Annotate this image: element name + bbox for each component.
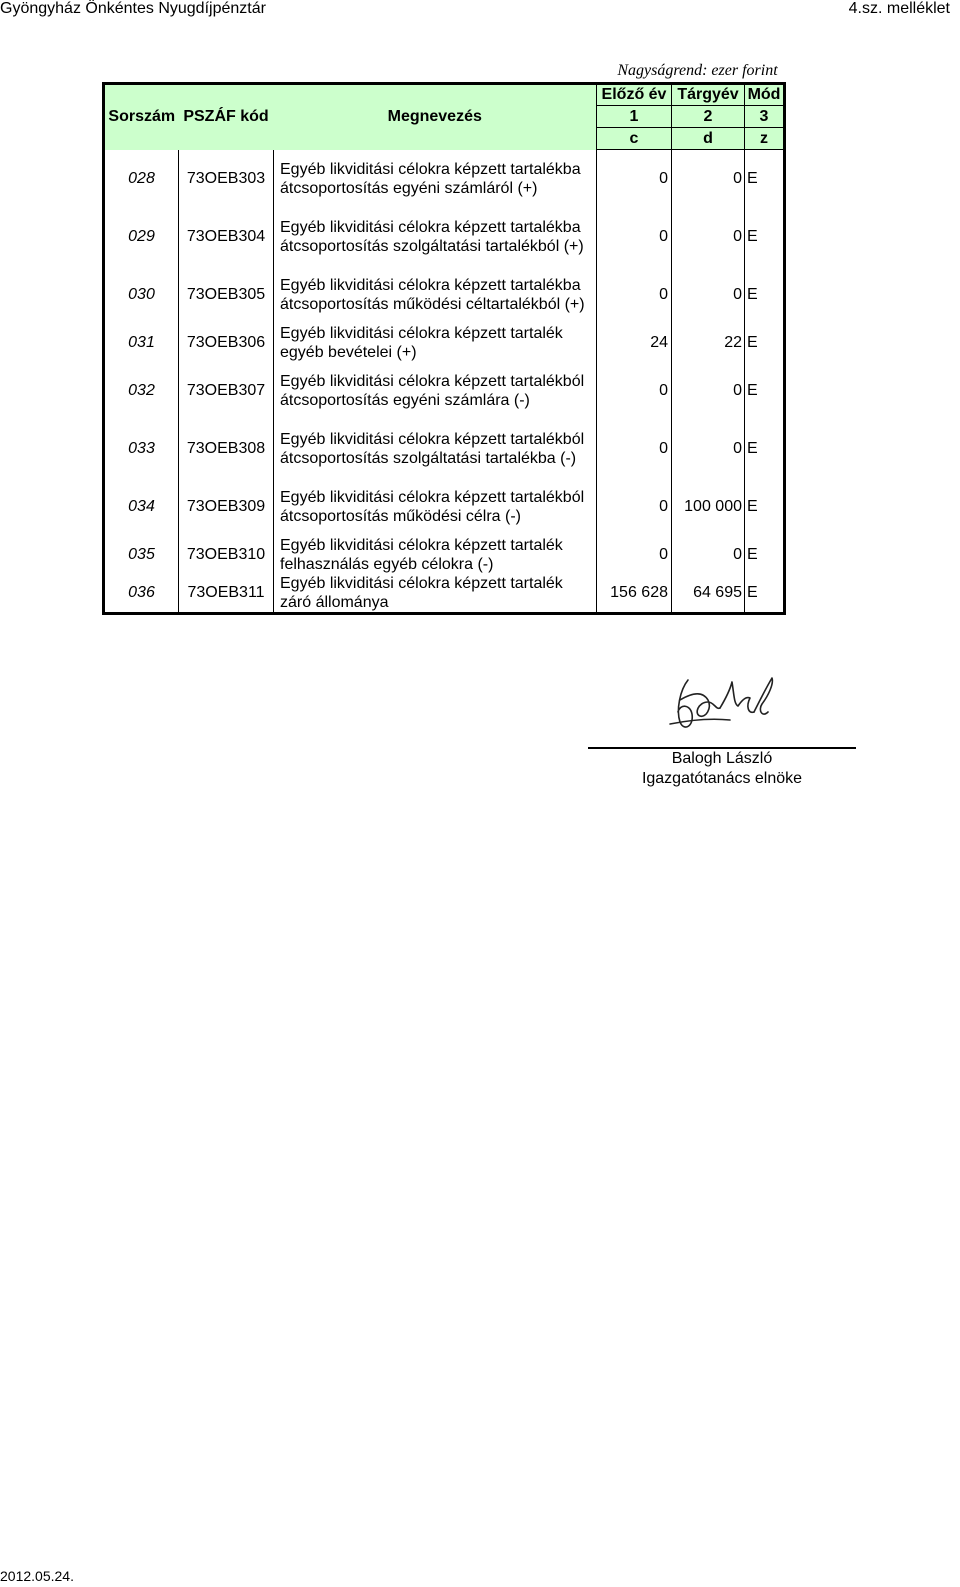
- table-row: [104, 574, 785, 614]
- row-prev-year: 0: [597, 478, 672, 536]
- row-code: 73OEB305: [179, 266, 274, 324]
- row-mode: E: [747, 583, 758, 601]
- row-current-year: 22: [672, 324, 745, 362]
- row-number: 031: [104, 324, 179, 362]
- footer-date: 2012.05.24.: [0, 1568, 74, 1584]
- row-current-year: 0: [672, 208, 745, 266]
- col-letter-current: d: [672, 128, 745, 150]
- row-prev-year: 0: [597, 536, 672, 574]
- row-name-line-1: Egyéb likviditási célokra képzett tartalék: [280, 574, 563, 592]
- row-name-line-2: felhasználás egyéb célokra (-): [280, 555, 494, 573]
- row-number: 028: [104, 150, 179, 208]
- row-prev-year: 156 628: [597, 574, 672, 614]
- row-number: 029: [104, 208, 179, 266]
- row-name: [274, 150, 597, 208]
- row-name: [274, 362, 597, 420]
- row-name-line-2: átcsoportosítás egyéni számlára (-): [280, 391, 530, 409]
- row-code: 73OEB303: [179, 150, 274, 208]
- row-name-line-2: átcsoportosítás egyéni számláról (+): [280, 179, 538, 197]
- col-header-number: Sorszám: [104, 84, 179, 150]
- table-row: [104, 362, 785, 420]
- report-table: [102, 82, 786, 615]
- row-mode: E: [747, 545, 758, 563]
- col-header-code: PSZÁF kód: [179, 84, 274, 150]
- col-letter-prev: c: [597, 128, 672, 150]
- signature-line: [588, 747, 856, 749]
- row-current-year: 0: [672, 536, 745, 574]
- row-mode: E: [747, 285, 758, 303]
- row-code: 73OEB307: [179, 362, 274, 420]
- col-index-mod: 3: [745, 106, 785, 128]
- row-current-year: 100 000: [672, 478, 745, 536]
- row-current-year: 64 695: [672, 574, 745, 614]
- table-row: [104, 208, 785, 266]
- row-number: 030: [104, 266, 179, 324]
- row-name-line-1: Egyéb likviditási célokra képzett tartalékból: [280, 372, 585, 390]
- signatory-title: Igazgatótanács elnöke: [641, 770, 803, 787]
- row-name-line-2: egyéb bevételei (+): [280, 343, 417, 361]
- row-name-line-2: átcsoportosítás szolgáltatási tartalékból (+): [280, 237, 584, 255]
- row-name: [274, 420, 597, 478]
- row-prev-year: 0: [597, 420, 672, 478]
- row-name-line-1: Egyéb likviditási célokra képzett tartalékba: [280, 276, 581, 294]
- row-mode: E: [747, 169, 758, 187]
- row-prev-year: 0: [597, 208, 672, 266]
- row-name-line-2: záró állománya: [280, 593, 389, 611]
- unit-note: Nagyságrend: ezer forint: [617, 62, 778, 79]
- table-row: [104, 266, 785, 324]
- col-header-prev: Előző év: [597, 84, 672, 106]
- row-code: 73OEB310: [179, 536, 274, 574]
- col-letter-mod: z: [745, 128, 785, 150]
- col-header-name: Megnevezés: [274, 84, 597, 150]
- row-prev-year: 0: [597, 150, 672, 208]
- row-current-year: 0: [672, 362, 745, 420]
- row-prev-year: 0: [597, 266, 672, 324]
- header-row-1: [104, 84, 785, 106]
- row-name: [274, 266, 597, 324]
- table-row: [104, 420, 785, 478]
- row-number: 035: [104, 536, 179, 574]
- row-name-line-2: átcsoportosítás szolgáltatási tartalékba (-): [280, 449, 577, 467]
- row-name-line-2: átcsoportosítás működési céltartalékból (+): [280, 295, 585, 313]
- table-row: [104, 324, 785, 362]
- row-code: 73OEB311: [179, 574, 274, 614]
- row-number: 034: [104, 478, 179, 536]
- signatory-name: Balogh László: [671, 750, 773, 767]
- table-row: [104, 536, 785, 574]
- row-name: [274, 478, 597, 536]
- row-current-year: 0: [672, 266, 745, 324]
- row-current-year: 0: [672, 150, 745, 208]
- row-name: [274, 536, 597, 574]
- row-mode: E: [747, 333, 758, 351]
- row-name-line-2: átcsoportosítás működési célra (-): [280, 507, 521, 525]
- table-row: [104, 150, 785, 208]
- row-current-year: 0: [672, 420, 745, 478]
- col-index-prev: 1: [597, 106, 672, 128]
- row-mode: E: [747, 227, 758, 245]
- row-name: [274, 324, 597, 362]
- col-header-mod: Mód: [745, 84, 785, 106]
- col-header-current: Tárgyév: [672, 84, 745, 106]
- signature-image: [650, 660, 780, 745]
- row-number: 032: [104, 362, 179, 420]
- row-code: 73OEB309: [179, 478, 274, 536]
- row-name-line-1: Egyéb likviditási célokra képzett tartalékba: [280, 160, 581, 178]
- row-prev-year: 0: [597, 362, 672, 420]
- row-mode: E: [747, 381, 758, 399]
- row-code: 73OEB306: [179, 324, 274, 362]
- attachment-label: 4.sz. melléklet: [848, 0, 950, 17]
- row-number: 036: [104, 574, 179, 614]
- row-name-line-1: Egyéb likviditási célokra képzett tartalék: [280, 324, 563, 342]
- row-code: 73OEB308: [179, 420, 274, 478]
- row-number: 033: [104, 420, 179, 478]
- row-prev-year: 24: [597, 324, 672, 362]
- row-name: [274, 208, 597, 266]
- table-row: [104, 478, 785, 536]
- organization-name: Gyöngyház Önkéntes Nyugdíjpénztár: [0, 0, 266, 17]
- row-name-line-1: Egyéb likviditási célokra képzett tartalékba: [280, 218, 581, 236]
- row-name-line-1: Egyéb likviditási célokra képzett tartalékból: [280, 430, 585, 448]
- row-name-line-1: Egyéb likviditási célokra képzett tartalék: [280, 536, 563, 554]
- row-name: [274, 574, 597, 614]
- row-code: 73OEB304: [179, 208, 274, 266]
- row-name-line-1: Egyéb likviditási célokra képzett tartalékból: [280, 488, 585, 506]
- col-index-current: 2: [672, 106, 745, 128]
- row-mode: E: [747, 497, 758, 515]
- row-mode: E: [747, 439, 758, 457]
